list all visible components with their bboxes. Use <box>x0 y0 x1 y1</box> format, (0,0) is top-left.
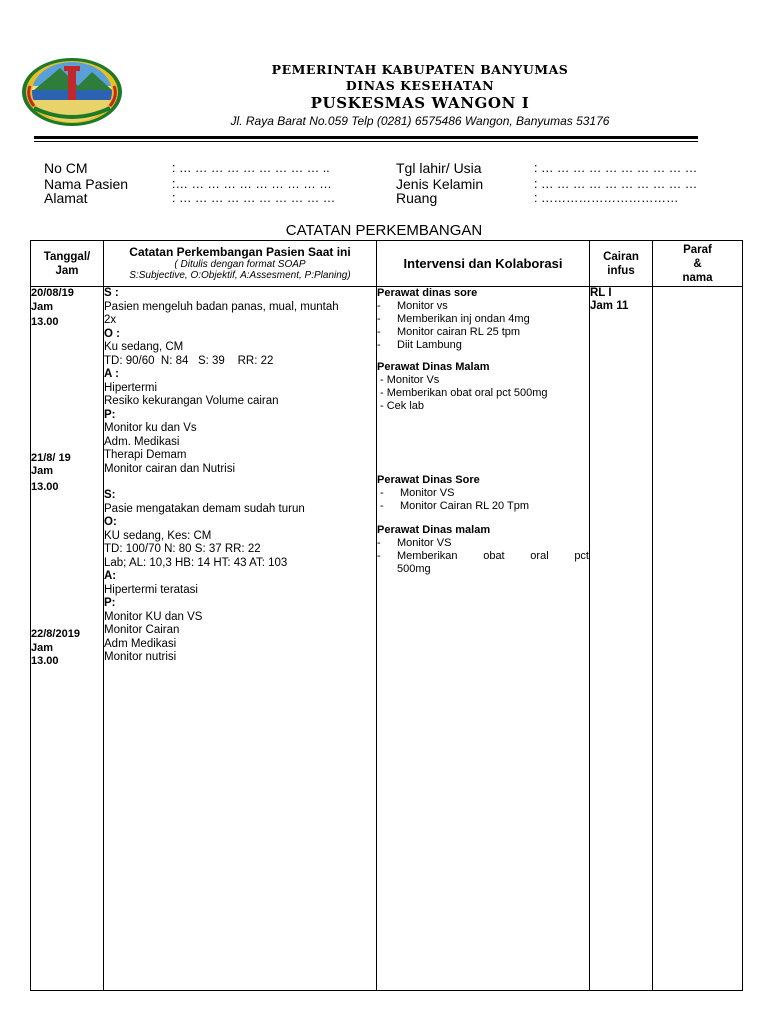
ruang-label: Ruang <box>396 190 438 206</box>
header-department: DINAS KESEHATAN <box>345 78 495 93</box>
alamat-field: : … … … … … … … … … … <box>172 191 336 205</box>
alamat-label: Alamat <box>44 190 88 206</box>
cairan-cell: RL I Jam 11 <box>590 287 653 991</box>
intervensi-block-1: Perawat dinas sore - Monitor vs - Memberikan inj ondan 4mg - Monitor cairan RL 25 tpm - Diit Lambung <box>377 287 589 352</box>
list-item: - Monitor cairan RL 25 tpm <box>377 326 521 338</box>
header-tanggal: Tanggal/ Jam <box>31 241 104 287</box>
page-title: CATATAN PERKEMBANGAN <box>285 222 483 239</box>
list-item: - Monitor VS <box>377 537 452 549</box>
header-cairan: Cairan infus <box>590 241 653 287</box>
header-puskesmas: PUSKESMAS WANGON I <box>310 94 530 112</box>
date-entry-2: 21/8/ 19 Jam 13.00 <box>31 451 71 493</box>
list-item: - Memberikan inj ondan 4mg <box>377 313 530 325</box>
jenis-kelamin-label: Jenis Kelamin <box>396 176 484 192</box>
soap-entry-2: S: Pasie mengatakan demam sudah turun O: KU sedang, Kes: CM TD: 100/70 N: 80 S: 37 RR: 22 Lab; AL: 10,3 HB: 14 HT: 43 AT: 103 A: Hipertermi teratasi P: Monitor KU dan VS Monitor Cairan Adm Medikasi Monitor nutrisi <box>104 489 305 663</box>
tgl-lahir-field: : … … … … … … … … … … <box>534 161 698 175</box>
header-address: Jl. Raya Barat No.059 Telp (0281) 6575486 Wangon, Banyumas 53176 <box>230 114 610 128</box>
nama-pasien-field: :… … … … … … … … … … <box>172 177 332 191</box>
table-body-row <box>31 287 743 991</box>
soap-entry-1: S : Pasien mengeluh badan panas, mual, muntah 2x O : Ku sedang, CM TD: 90/60 N: 84 S: 39 RR: 22 A : Hipertermi Resiko kekurangan Volume cairan P: Monitor ku dan Vs Adm. Medikasi Therapi Demam Monitor cairan dan Nutrisi <box>104 287 339 475</box>
intervensi-cell <box>377 287 590 991</box>
table-header-row <box>31 241 743 287</box>
header-intervensi: Intervensi dan Kolaborasi <box>377 241 590 287</box>
paraf-cell <box>653 287 743 991</box>
intervensi-block-2: Perawat Dinas Malam - Monitor Vs - Memberikan obat oral pct 500mg - Cek lab <box>377 361 589 413</box>
ruang-field: : …………………………… <box>534 191 679 205</box>
no-cm-field: : … … … … … … … … … .. <box>172 161 330 175</box>
dates-cell <box>31 287 104 991</box>
list-item: - Cek lab <box>380 400 425 412</box>
tgl-lahir-label: Tgl lahir/ Usia <box>396 160 482 176</box>
nama-pasien-label: Nama Pasien <box>44 176 129 192</box>
header-paraf: Paraf & nama <box>653 241 743 287</box>
header-catatan: Catatan Perkembangan Pasien Saat ini ( Ditulis dengan format SOAP S:Subjective, O:Objektif, A:Assesment, P:Planing) <box>104 241 377 287</box>
date-entry-3: 22/8/2019 Jam 13.00 <box>31 628 80 667</box>
list-item: - Monitor vs <box>377 300 448 312</box>
date-entry-1: 20/08/19 Jam 13.00 <box>31 287 74 328</box>
header-rule-thin <box>34 141 698 142</box>
list-item: - Monitor VS <box>380 487 455 499</box>
banyumas-emblem-logo <box>20 56 124 128</box>
soap-cell <box>104 287 377 991</box>
progress-notes-table <box>30 240 743 991</box>
jenis-kelamin-field: : … … … … … … … … … … <box>534 177 698 191</box>
intervensi-block-4: Perawat Dinas malam - Monitor VS - Memberikan obat oral pct 500mg <box>377 524 589 575</box>
list-item: - Memberikan obat oral pct 500mg <box>380 387 548 399</box>
list-item: - Monitor Vs <box>380 374 440 386</box>
header-government: PEMERINTAH KABUPATEN BANYUMAS <box>271 62 569 77</box>
header-rule-thick <box>34 136 698 139</box>
intervensi-block-3: Perawat Dinas Sore - Monitor VS - Monitor Cairan RL 20 Tpm <box>377 474 589 513</box>
list-item: - Diit Lambung <box>377 339 462 351</box>
list-item: - Monitor Cairan RL 20 Tpm <box>380 500 529 512</box>
list-item: - Memberikan obat oral pct <box>377 550 589 562</box>
no-cm-label: No CM <box>44 160 88 176</box>
